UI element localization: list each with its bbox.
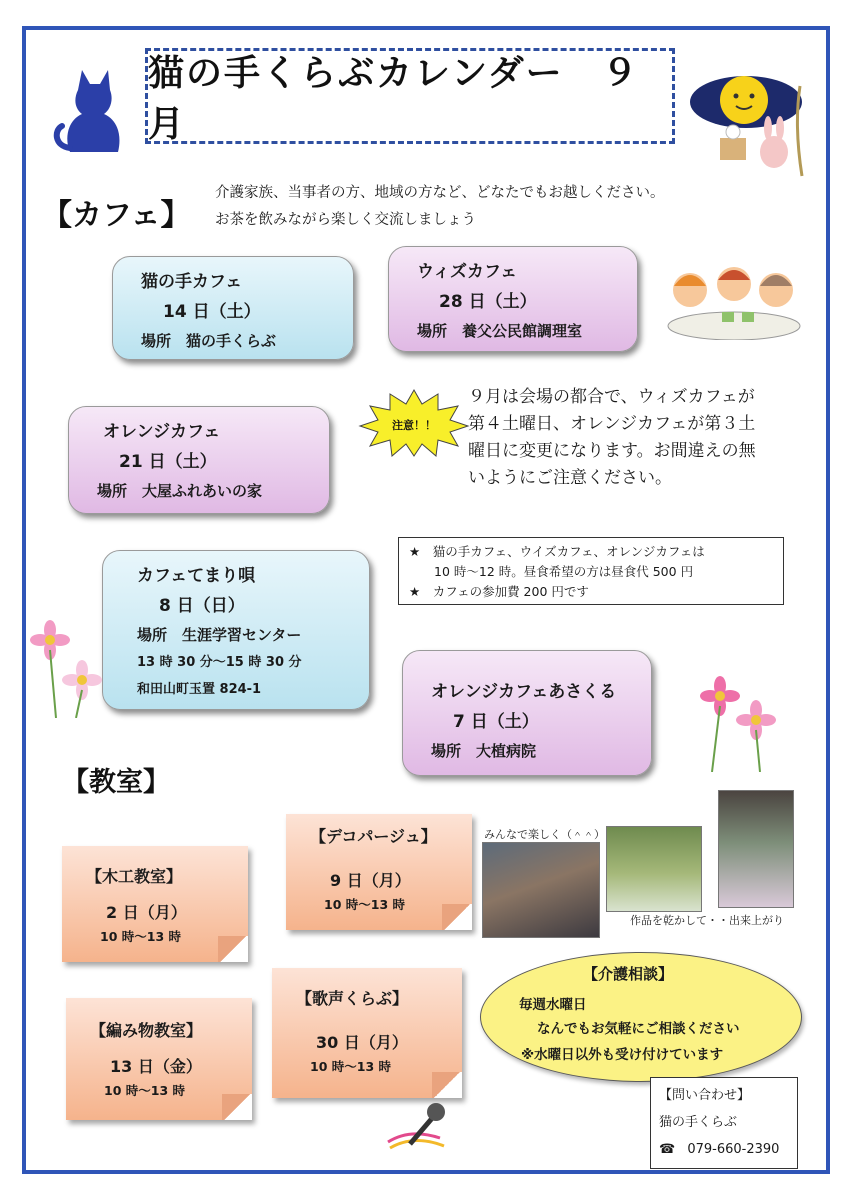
cafe-address: 和田山町玉置 824-1 — [137, 682, 262, 697]
cafe-time: 13 時 30 分～15 時 30 分 — [137, 655, 302, 670]
tea-party-illustration — [664, 256, 804, 340]
intro-line: 介護家族、当事者の方、地域の方など、どなたでもお越しください。 — [215, 185, 665, 201]
attention-badge — [358, 388, 470, 458]
cafe-card-temariuta — [102, 550, 370, 710]
consult-title: 【介護相談】 — [583, 965, 674, 983]
info-line: ★ カフェの参加費 200 円です — [409, 584, 589, 599]
cafe-date: 7 日（土） — [453, 712, 539, 732]
notice-line: 第４土曜日、オレンジカフェが第３土 — [468, 414, 756, 434]
cafe-name: オレンジカフェあさくる — [431, 682, 617, 702]
photo-caption-bottom: 作品を乾かして・・出来上がり — [630, 914, 784, 927]
class-time: 10 時～13 時 — [100, 929, 181, 944]
info-line: 10 時～12 時。昼食希望の方は昼食代 500 円 — [409, 564, 694, 579]
class-date: 30 日（月） — [316, 1033, 408, 1052]
cafe-name: ウィズカフェ — [417, 262, 518, 282]
cafe-intro — [215, 180, 665, 234]
intro-line: お茶を飲みながら楽しく交流しましょう — [215, 212, 476, 228]
class-card-woodwork — [62, 846, 248, 962]
cosmos-flower-icon — [30, 618, 108, 718]
class-time: 10 時～13 時 — [324, 897, 405, 912]
class-photo-finished — [718, 790, 794, 908]
cosmos-flower-icon — [690, 672, 790, 772]
attention-badge-text: 注意！！ — [392, 419, 436, 432]
class-title: 【歌声くらぶ】 — [296, 989, 409, 1008]
notice-line: いようにご注意ください。 — [468, 468, 672, 488]
title-box — [145, 48, 675, 144]
photo-caption-top: みんなで楽しく（＾＾） — [484, 828, 605, 841]
class-title: 【木工教室】 — [86, 867, 183, 886]
class-title: 【デコパージュ】 — [310, 827, 437, 846]
class-photo-drying — [606, 826, 702, 912]
cafe-place: 場所 猫の手くらぶ — [141, 332, 277, 350]
moon-icon — [690, 66, 820, 186]
class-time: 10 時～13 時 — [104, 1083, 185, 1098]
microphone-icon — [380, 1098, 470, 1158]
contact-phone-row — [659, 1136, 789, 1163]
cafe-name: オレンジカフェ — [103, 422, 221, 442]
class-card-singing — [272, 968, 462, 1098]
class-time: 10 時～13 時 — [310, 1059, 391, 1074]
consult-line: 毎週水曜日 — [519, 997, 587, 1013]
class-card-knitting — [66, 998, 252, 1120]
cafe-card-asakuru — [402, 650, 652, 776]
contact-phone[interactable]: 079-660-2390 — [687, 1142, 780, 1157]
class-date: 13 日（金） — [110, 1057, 202, 1076]
cafe-date: 21 日（土） — [119, 452, 217, 472]
cafe-name: 猫の手カフェ — [141, 272, 243, 292]
cafe-date: 28 日（土） — [439, 292, 537, 312]
class-photo-group — [482, 842, 600, 938]
class-date: 9 日（月） — [330, 871, 411, 890]
cafe-place: 場所 養父公民館調理室 — [417, 322, 583, 340]
care-consultation — [480, 952, 802, 1082]
cafe-place: 場所 大植病院 — [431, 742, 537, 760]
cafe-place: 場所 大屋ふれあいの家 — [97, 482, 263, 500]
consult-line: なんでもお気軽にご相談ください — [537, 1021, 740, 1037]
contact-box — [650, 1077, 798, 1169]
notice-line: ９月は会場の都合で、ウィズカフェが — [468, 387, 755, 407]
cafe-info-box — [398, 537, 784, 605]
class-title: 【編み物教室】 — [90, 1021, 203, 1040]
page-title: 猫の手くらぶカレンダー ９月 — [148, 53, 640, 145]
cafe-date: 8 日（日） — [159, 596, 245, 616]
cafe-date: 14 日（土） — [163, 302, 261, 322]
cafe-card-nekonote — [112, 256, 354, 360]
consult-line: ※水曜日以外も受け付けています — [521, 1047, 724, 1063]
class-date: 2 日（月） — [106, 903, 187, 922]
schedule-change-notice — [468, 384, 798, 492]
contact-name: 猫の手くらぶ — [659, 1115, 738, 1130]
cafe-section-label: 【カフェ】 — [42, 198, 191, 233]
cafe-name: カフェてまり唄 — [137, 566, 256, 586]
notice-line: 曜日に変更になります。お間違えの無 — [468, 441, 756, 461]
contact-title: 【問い合わせ】 — [659, 1088, 751, 1103]
cafe-place: 場所 生涯学習センター — [137, 626, 302, 644]
cafe-card-wiz — [388, 246, 638, 352]
cafe-card-orange — [68, 406, 330, 514]
cat-icon — [48, 60, 138, 160]
class-section-label: 【教室】 — [62, 767, 170, 798]
class-card-decoupage — [286, 814, 472, 930]
info-line: ★ 猫の手カフェ、ウイズカフェ、オレンジカフェは — [409, 544, 705, 559]
phone-icon: ☎ — [659, 1142, 676, 1157]
